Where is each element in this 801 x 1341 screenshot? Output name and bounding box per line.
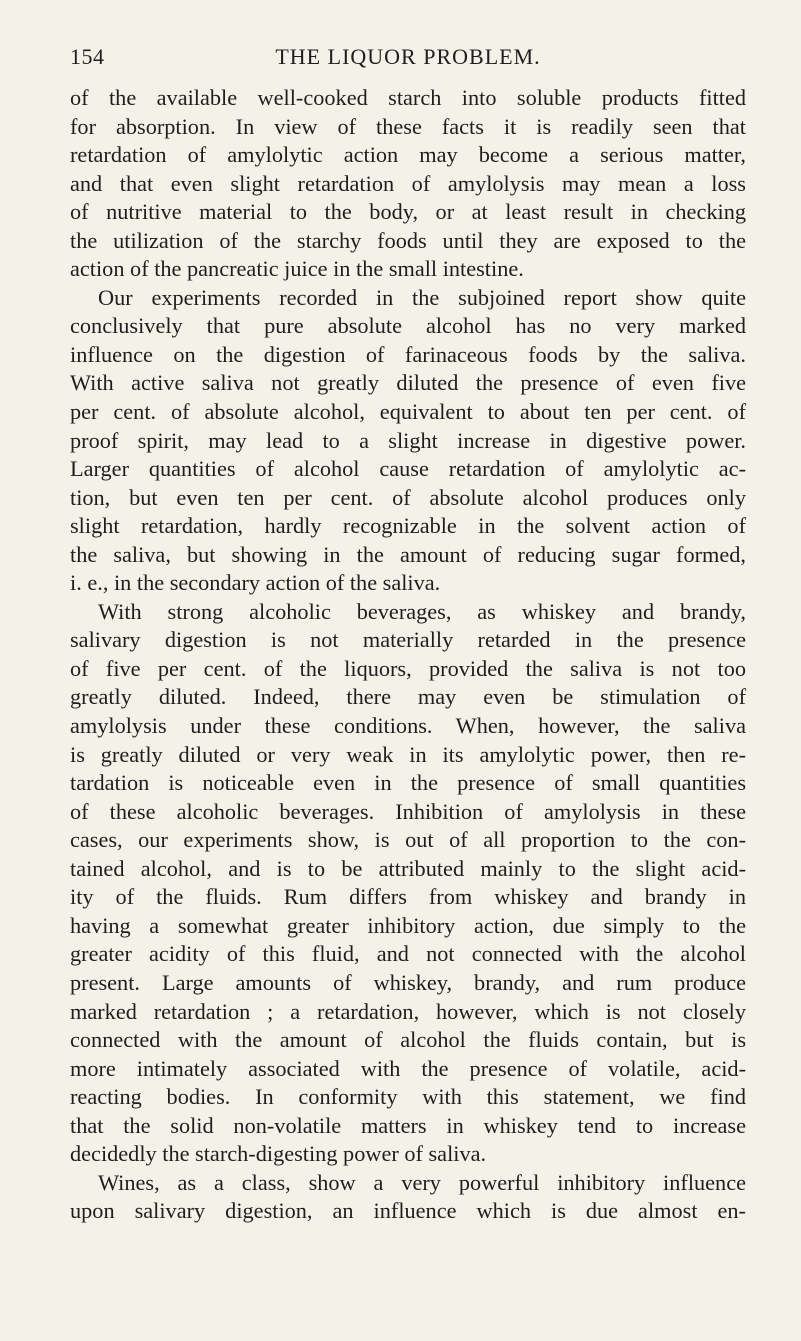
text-line: retardation of amylolytic action may become a serious matter, [70,142,746,168]
text-line: of five per cent. of the liquors, provided the saliva is not too [70,655,746,681]
text-line: Larger quantities of alcohol cause retardation of amylolytic ac- [70,456,746,482]
text-line: of nutritive material to the body, or at least result in checking [70,199,746,225]
text-line: salivary digestion is not materially retarded in the presence [70,627,746,653]
body-text [70,84,746,1226]
text-line: decidedly the starch-digesting power of saliva. [70,1141,487,1167]
text-line: amylolysis under these conditions. When, however, the saliva [70,713,746,739]
text-line: the utilization of the starchy foods until they are exposed to the [70,227,746,253]
text-line: per cent. of absolute alcohol, equivalent to about ten per cent. of [70,399,746,425]
text-line: marked retardation ; a retardation, however, which is not closely [70,998,746,1024]
text-line: of the available well-cooked starch into soluble products fitted [70,85,746,110]
text-line: of these alcoholic beverages. Inhibition of amylolysis in these [70,798,746,824]
text-line: greater acidity of this fluid, and not connected with the alcohol [70,941,746,967]
text-line: connected with the amount of alcohol the fluids contain, but is [70,1027,746,1053]
text-line: action of the pancreatic juice in the small intestine. [70,256,524,282]
text-line: present. Large amounts of whiskey, brandy, and rum produce [70,969,746,995]
text-line: for absorption. In view of these facts it is readily seen that [70,113,746,139]
running-title: THE LIQUOR PROBLEM. [275,44,541,69]
text-line: cases, our experiments show, is out of all proportion to the con- [70,827,746,853]
text-line: slight retardation, hardly recognizable in the solvent action of [70,513,746,539]
text-line: having a somewhat greater inhibitory action, due simply to the [70,912,746,938]
text-line: influence on the digestion of farinaceous foods by the saliva. [70,341,746,367]
text-line: reacting bodies. In conformity with this statement, we find [70,1084,746,1110]
text-line: Our experiments recorded in the subjoined report show quite [98,284,746,310]
text-line: greatly diluted. Indeed, there may even be stimulation of [70,684,746,710]
text-line: more intimately associated with the presence of volatile, acid- [70,1055,746,1081]
text-line: is greatly diluted or very weak in its amylolytic power, then re- [70,741,746,767]
text-line: proof spirit, may lead to a slight increase in digestive power. [70,427,746,453]
text-line: Wines, as a class, show a very powerful inhibitory influence [98,1169,746,1195]
text-line: tion, but even ten per cent. of absolute alcohol produces only [70,484,746,510]
text-line: tardation is noticeable even in the presence of small quantities [70,770,746,796]
text-line: With active saliva not greatly diluted the presence of even five [70,370,746,396]
text-line: and that even slight retardation of amylolysis may mean a loss [70,170,746,196]
text-line: the saliva, but showing in the amount of reducing sugar formed, [70,541,746,567]
text-line: that the solid non-volatile matters in whiskey tend to increase [70,1112,746,1138]
text-line: upon salivary digestion, an influence which is due almost en- [70,1198,746,1224]
page-number: 154 [70,44,105,69]
text-line: tained alcohol, and is to be attributed mainly to the slight acid- [70,855,746,881]
text-line: i. e., in the secondary action of the saliva. [70,570,441,596]
text-line: With strong alcoholic beverages, as whiskey and brandy, [98,598,746,624]
text-line: ity of the fluids. Rum differs from whiskey and brandy in [70,884,746,910]
text-line: conclusively that pure absolute alcohol has no very marked [70,313,746,339]
running-head [70,44,746,74]
